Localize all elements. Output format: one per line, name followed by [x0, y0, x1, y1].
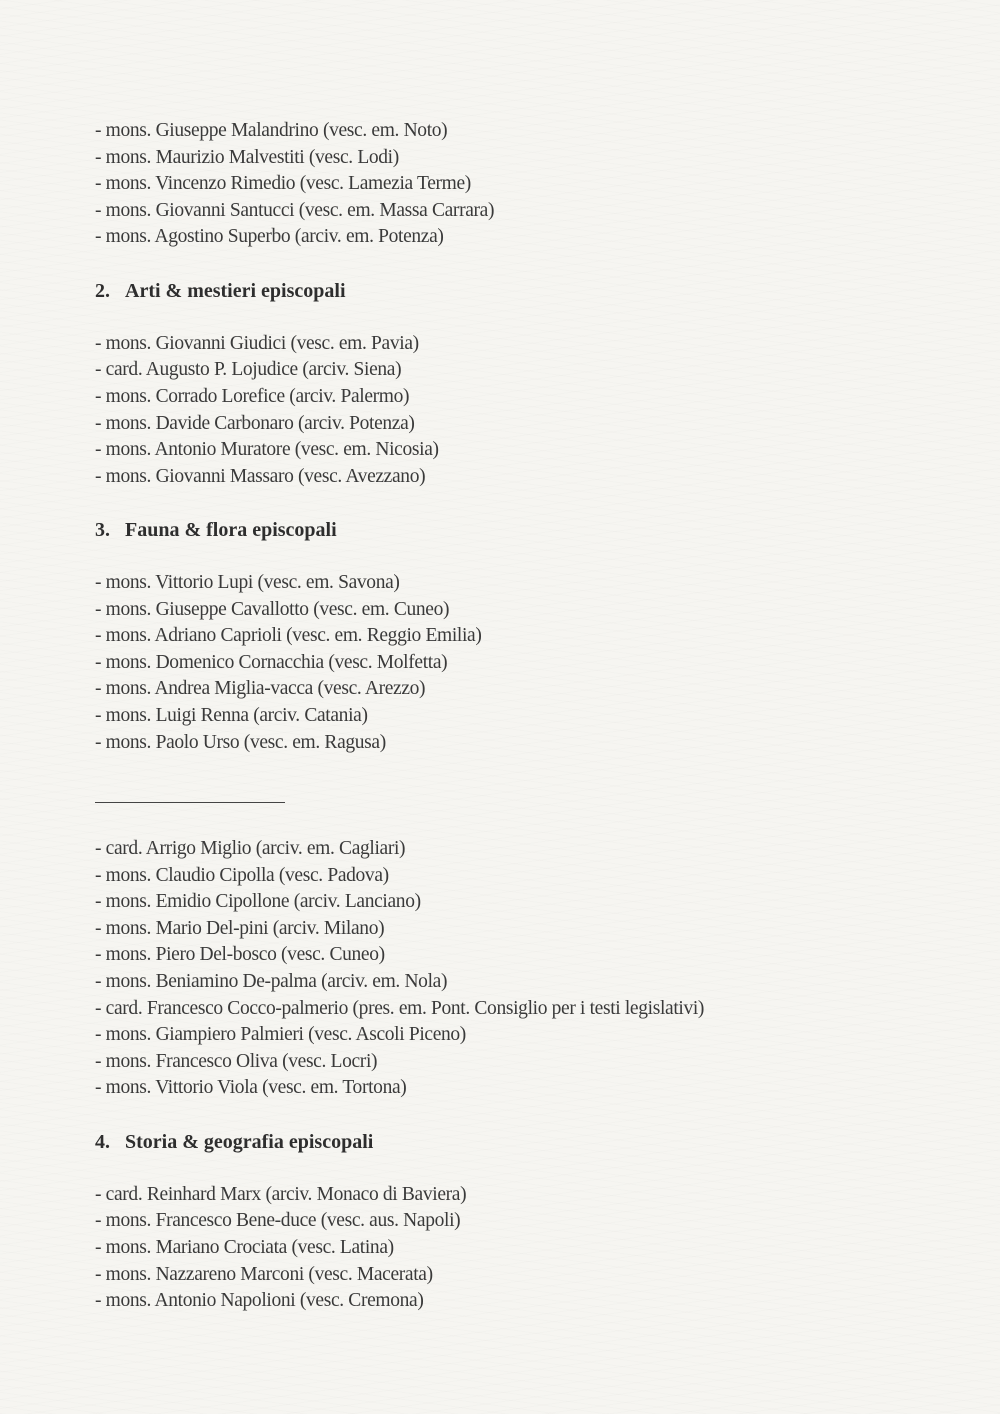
list-item: - mons. Giovanni Massaro (vesc. Avezzano) — [95, 465, 426, 487]
list-item: - mons. Domenico Cornacchia (vesc. Molfetta) — [95, 651, 448, 673]
list-section-1-continued — [95, 118, 955, 251]
section-4-heading — [95, 1129, 955, 1156]
document-page — [95, 118, 955, 1315]
list-item: - mons. Claudio Cipolla (vesc. Padova) — [95, 864, 389, 886]
list-section-2 — [95, 331, 955, 491]
section-2-number: 2. — [95, 279, 110, 302]
list-section-3 — [95, 570, 955, 756]
list-item: - mons. Mariano Crociata (vesc. Latina) — [95, 1236, 394, 1258]
list-item: - mons. Corrado Lorefice (arciv. Palermo) — [95, 385, 410, 407]
list-item: - mons. Giovanni Giudici (vesc. em. Pavia) — [95, 332, 419, 354]
section-2-heading — [95, 278, 955, 305]
list-item: - mons. Emidio Cipollone (arciv. Lanciano) — [95, 891, 421, 913]
list-item: - mons. Agostino Superbo (arciv. em. Potenza) — [95, 226, 444, 248]
list-item: - mons. Luigi Renna (arciv. Catania) — [95, 705, 368, 727]
list-item: - card. Arrigo Miglio (arciv. em. Cagliari) — [95, 838, 406, 860]
list-section-3-extra — [95, 836, 955, 1102]
list-item: - mons. Maurizio Malvestiti (vesc. Lodi) — [95, 146, 399, 168]
section-2-title: Arti & mestieri episcopali — [125, 279, 346, 302]
separator-block — [95, 756, 955, 836]
section-3-heading — [95, 517, 955, 544]
section-3-title: Fauna & flora episcopali — [125, 518, 337, 541]
list-item: - card. Augusto P. Lojudice (arciv. Siena) — [95, 359, 402, 381]
list-item: - mons. Vincenzo Rimedio (vesc. Lamezia Terme) — [95, 173, 471, 195]
list-item: - mons. Giampiero Palmieri (vesc. Ascoli Piceno) — [95, 1024, 466, 1046]
list-item: - mons. Giuseppe Cavallotto (vesc. em. Cuneo) — [95, 598, 450, 620]
list-item: - mons. Andrea Miglia-vacca (vesc. Arezzo) — [95, 678, 426, 700]
list-item: - mons. Antonio Muratore (vesc. em. Nicosia) — [95, 439, 439, 461]
list-item: - mons. Francesco Bene-duce (vesc. aus. Napoli) — [95, 1210, 461, 1232]
section-3-number: 3. — [95, 518, 110, 541]
list-section-4 — [95, 1182, 955, 1315]
list-item: - mons. Adriano Caprioli (vesc. em. Reggio Emilia) — [95, 625, 482, 647]
list-item: - mons. Paolo Urso (vesc. em. Ragusa) — [95, 731, 386, 753]
separator-rule — [95, 802, 285, 803]
list-item: - mons. Giovanni Santucci (vesc. em. Massa Carrara) — [95, 199, 495, 221]
list-item: - mons. Nazzareno Marconi (vesc. Macerata) — [95, 1263, 433, 1285]
list-item: - mons. Davide Carbonaro (arciv. Potenza) — [95, 412, 415, 434]
list-item: - mons. Francesco Oliva (vesc. Locri) — [95, 1050, 378, 1072]
list-item: - mons. Vittorio Viola (vesc. em. Tortona) — [95, 1077, 407, 1099]
list-item: - mons. Mario Del-pini (arciv. Milano) — [95, 917, 385, 939]
list-item: - card. Reinhard Marx (arciv. Monaco di Baviera) — [95, 1183, 467, 1205]
list-item: - mons. Piero Del-bosco (vesc. Cuneo) — [95, 944, 385, 966]
section-4-title: Storia & geografia episcopali — [125, 1130, 374, 1153]
list-item: - mons. Antonio Napolioni (vesc. Cremona) — [95, 1290, 424, 1312]
section-4-number: 4. — [95, 1130, 110, 1153]
list-item: - mons. Giuseppe Malandrino (vesc. em. Noto) — [95, 120, 448, 141]
list-item: - card. Francesco Cocco-palmerio (pres. em. Pont. Consiglio per i testi legislativi) — [95, 997, 705, 1019]
list-item: - mons. Beniamino De-palma (arciv. em. Nola) — [95, 971, 448, 993]
list-item: - mons. Vittorio Lupi (vesc. em. Savona) — [95, 572, 400, 594]
